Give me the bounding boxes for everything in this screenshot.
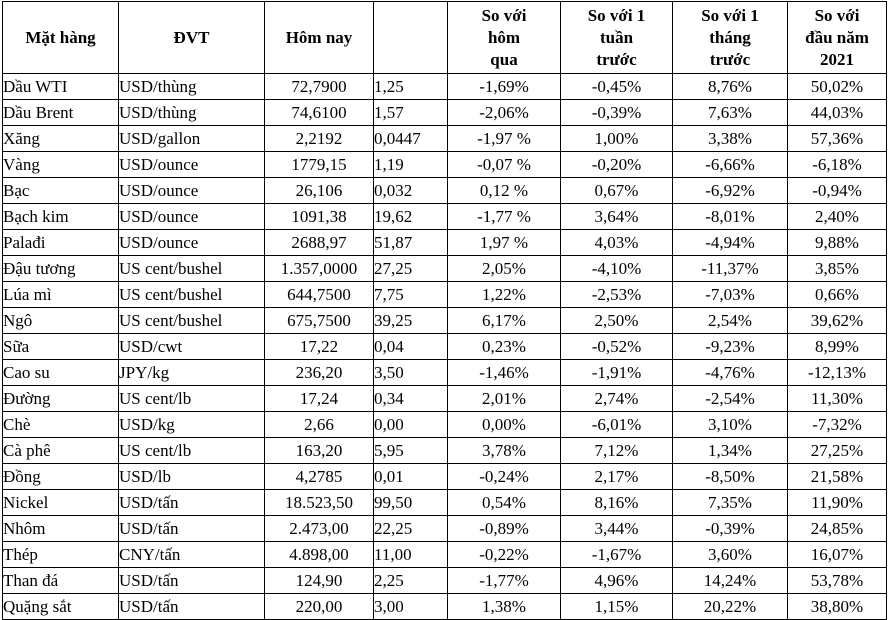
cell-today: 1.357,0000	[265, 256, 374, 282]
cell-vs-1-month-ago: 1,34%	[673, 438, 788, 464]
cell-change: 0,34	[374, 386, 448, 412]
cell-commodity: Than đá	[3, 568, 119, 594]
cell-vs-start-of-2021: 39,62%	[788, 308, 887, 334]
cell-vs-yesterday: -0,07 %	[448, 152, 561, 178]
cell-vs-1-month-ago: 2,54%	[673, 308, 788, 334]
cell-vs-start-of-2021: 16,07%	[788, 542, 887, 568]
table-row	[3, 230, 887, 256]
cell-today: 163,20	[265, 438, 374, 464]
cell-today: 4,2785	[265, 464, 374, 490]
cell-vs-start-of-2021: -0,94%	[788, 178, 887, 204]
cell-today: 74,6100	[265, 100, 374, 126]
cell-vs-1-week-ago: -2,53%	[561, 282, 673, 308]
cell-unit: USD/ounce	[119, 204, 265, 230]
table-row	[3, 412, 887, 438]
cell-vs-start-of-2021: 11,30%	[788, 386, 887, 412]
cell-unit: US cent/bushel	[119, 282, 265, 308]
cell-vs-1-month-ago: -4,76%	[673, 360, 788, 386]
cell-vs-1-month-ago: -4,94%	[673, 230, 788, 256]
cell-unit: US cent/bushel	[119, 256, 265, 282]
column-header-vs-1-week-ago	[561, 2, 673, 74]
cell-vs-yesterday: -1,97 %	[448, 126, 561, 152]
cell-vs-1-month-ago: -2,54%	[673, 386, 788, 412]
cell-unit: USD/gallon	[119, 126, 265, 152]
cell-commodity: Sữa	[3, 334, 119, 360]
cell-vs-1-week-ago: 1,15%	[561, 594, 673, 620]
cell-change: 7,75	[374, 282, 448, 308]
cell-today: 4.898,00	[265, 542, 374, 568]
cell-vs-yesterday: 6,17%	[448, 308, 561, 334]
cell-vs-yesterday: 1,38%	[448, 594, 561, 620]
table-row	[3, 490, 887, 516]
table-row	[3, 74, 887, 100]
cell-vs-yesterday: 2,01%	[448, 386, 561, 412]
header-line: hôm	[487, 27, 521, 47]
cell-commodity: Đường	[3, 386, 119, 412]
table-row	[3, 568, 887, 594]
cell-today: 2688,97	[265, 230, 374, 256]
cell-change: 27,25	[374, 256, 448, 282]
cell-commodity: Vàng	[3, 152, 119, 178]
cell-today: 644,7500	[265, 282, 374, 308]
cell-change: 39,25	[374, 308, 448, 334]
cell-commodity: Thép	[3, 542, 119, 568]
cell-vs-yesterday: 0,00%	[448, 412, 561, 438]
cell-vs-start-of-2021: 2,40%	[788, 204, 887, 230]
cell-vs-1-month-ago: -11,37%	[673, 256, 788, 282]
cell-today: 2,2192	[265, 126, 374, 152]
header-line: trước	[709, 49, 751, 69]
cell-vs-start-of-2021: 44,03%	[788, 100, 887, 126]
cell-unit: USD/cwt	[119, 334, 265, 360]
cell-vs-start-of-2021: -7,32%	[788, 412, 887, 438]
cell-vs-1-week-ago: -6,01%	[561, 412, 673, 438]
cell-vs-1-week-ago: 4,96%	[561, 568, 673, 594]
cell-vs-yesterday: 1,97 %	[448, 230, 561, 256]
cell-commodity: Lúa mì	[3, 282, 119, 308]
table-body	[3, 74, 887, 620]
cell-vs-yesterday: -1,77 %	[448, 204, 561, 230]
cell-vs-1-month-ago: 7,35%	[673, 490, 788, 516]
cell-today: 236,20	[265, 360, 374, 386]
cell-today: 1091,38	[265, 204, 374, 230]
cell-vs-1-month-ago: -7,03%	[673, 282, 788, 308]
cell-vs-1-week-ago: -0,39%	[561, 100, 673, 126]
cell-vs-start-of-2021: 38,80%	[788, 594, 887, 620]
header-line: So với	[814, 5, 860, 25]
cell-change: 1,19	[374, 152, 448, 178]
cell-vs-start-of-2021: 57,36%	[788, 126, 887, 152]
cell-vs-1-week-ago: 2,50%	[561, 308, 673, 334]
cell-vs-1-week-ago: -4,10%	[561, 256, 673, 282]
cell-commodity: Bạc	[3, 178, 119, 204]
cell-vs-1-month-ago: 8,76%	[673, 74, 788, 100]
cell-vs-1-month-ago: 3,60%	[673, 542, 788, 568]
cell-vs-1-week-ago: 4,03%	[561, 230, 673, 256]
header-line: Mặt hàng	[25, 27, 96, 47]
cell-today: 17,22	[265, 334, 374, 360]
cell-vs-start-of-2021: 8,99%	[788, 334, 887, 360]
header-line: So với 1	[701, 5, 759, 25]
cell-vs-1-month-ago: 3,38%	[673, 126, 788, 152]
column-header-change	[374, 2, 448, 74]
cell-today: 124,90	[265, 568, 374, 594]
cell-vs-1-month-ago: -9,23%	[673, 334, 788, 360]
table-row	[3, 464, 887, 490]
cell-today: 2,66	[265, 412, 374, 438]
cell-change: 19,62	[374, 204, 448, 230]
table-row	[3, 282, 887, 308]
cell-unit: USD/tấn	[119, 594, 265, 620]
cell-commodity: Chè	[3, 412, 119, 438]
table-row	[3, 100, 887, 126]
cell-vs-start-of-2021: 21,58%	[788, 464, 887, 490]
table-row	[3, 178, 887, 204]
header-line: So với	[481, 5, 527, 25]
cell-vs-1-week-ago: -0,45%	[561, 74, 673, 100]
cell-today: 17,24	[265, 386, 374, 412]
cell-unit: USD/tấn	[119, 490, 265, 516]
cell-vs-yesterday: -1,69%	[448, 74, 561, 100]
cell-change: 3,50	[374, 360, 448, 386]
cell-commodity: Ngô	[3, 308, 119, 334]
cell-change: 0,00	[374, 412, 448, 438]
cell-vs-start-of-2021: 0,66%	[788, 282, 887, 308]
cell-vs-start-of-2021: 11,90%	[788, 490, 887, 516]
cell-vs-1-month-ago: 20,22%	[673, 594, 788, 620]
cell-unit: CNY/tấn	[119, 542, 265, 568]
cell-vs-1-week-ago: 3,44%	[561, 516, 673, 542]
table-row	[3, 542, 887, 568]
cell-unit: JPY/kg	[119, 360, 265, 386]
table-row	[3, 386, 887, 412]
cell-vs-1-month-ago: -6,66%	[673, 152, 788, 178]
table-row	[3, 126, 887, 152]
cell-today: 675,7500	[265, 308, 374, 334]
table-header	[3, 2, 887, 74]
cell-today: 2.473,00	[265, 516, 374, 542]
column-header-commodity	[3, 2, 119, 74]
cell-commodity: Đồng	[3, 464, 119, 490]
table-row	[3, 360, 887, 386]
cell-unit: US cent/bushel	[119, 308, 265, 334]
cell-vs-1-week-ago: 3,64%	[561, 204, 673, 230]
table-row	[3, 152, 887, 178]
table-row	[3, 204, 887, 230]
cell-vs-1-week-ago: 0,67%	[561, 178, 673, 204]
cell-vs-start-of-2021: 27,25%	[788, 438, 887, 464]
cell-change: 5,95	[374, 438, 448, 464]
cell-commodity: Cà phê	[3, 438, 119, 464]
cell-change: 1,25	[374, 74, 448, 100]
cell-change: 1,57	[374, 100, 448, 126]
table-row	[3, 334, 887, 360]
cell-vs-start-of-2021: -6,18%	[788, 152, 887, 178]
header-line: đầu năm	[805, 27, 869, 47]
header-line: tháng	[709, 27, 751, 47]
cell-vs-1-week-ago: 2,17%	[561, 464, 673, 490]
cell-commodity: Nickel	[3, 490, 119, 516]
cell-commodity: Dầu WTI	[3, 74, 119, 100]
cell-vs-1-month-ago: -8,50%	[673, 464, 788, 490]
cell-vs-1-month-ago: 14,24%	[673, 568, 788, 594]
cell-vs-yesterday: -0,89%	[448, 516, 561, 542]
cell-vs-yesterday: -0,22%	[448, 542, 561, 568]
cell-vs-yesterday: -1,77%	[448, 568, 561, 594]
cell-vs-1-month-ago: 3,10%	[673, 412, 788, 438]
cell-change: 2,25	[374, 568, 448, 594]
cell-change: 3,00	[374, 594, 448, 620]
cell-vs-yesterday: 2,05%	[448, 256, 561, 282]
cell-vs-yesterday: -2,06%	[448, 100, 561, 126]
cell-today: 18.523,50	[265, 490, 374, 516]
table-row	[3, 256, 887, 282]
cell-commodity: Đậu tương	[3, 256, 119, 282]
cell-vs-yesterday: 0,54%	[448, 490, 561, 516]
column-header-vs-1-month-ago	[673, 2, 788, 74]
cell-vs-yesterday: -0,24%	[448, 464, 561, 490]
cell-today: 26,106	[265, 178, 374, 204]
cell-vs-1-month-ago: -8,01%	[673, 204, 788, 230]
column-header-vs-yesterday	[448, 2, 561, 74]
cell-commodity: Dầu Brent	[3, 100, 119, 126]
column-header-vs-start-of-2021	[788, 2, 887, 74]
header-line: ĐVT	[173, 27, 210, 47]
header-row	[3, 2, 887, 74]
cell-commodity: Cao su	[3, 360, 119, 386]
table-row	[3, 438, 887, 464]
cell-unit: USD/ounce	[119, 230, 265, 256]
cell-today: 72,7900	[265, 74, 374, 100]
cell-vs-1-week-ago: 1,00%	[561, 126, 673, 152]
cell-vs-yesterday: -1,46%	[448, 360, 561, 386]
cell-unit: USD/thùng	[119, 74, 265, 100]
cell-vs-1-week-ago: 2,74%	[561, 386, 673, 412]
cell-vs-start-of-2021: 53,78%	[788, 568, 887, 594]
cell-vs-1-week-ago: -0,52%	[561, 334, 673, 360]
cell-change: 51,87	[374, 230, 448, 256]
cell-vs-start-of-2021: 3,85%	[788, 256, 887, 282]
cell-unit: USD/lb	[119, 464, 265, 490]
cell-vs-yesterday: 3,78%	[448, 438, 561, 464]
cell-change: 11,00	[374, 542, 448, 568]
header-line: trước	[596, 49, 637, 69]
cell-unit: USD/tấn	[119, 516, 265, 542]
cell-unit: USD/ounce	[119, 152, 265, 178]
cell-change: 0,032	[374, 178, 448, 204]
cell-change: 0,0447	[374, 126, 448, 152]
cell-vs-1-week-ago: -1,91%	[561, 360, 673, 386]
header-line: Hôm nay	[285, 27, 353, 47]
header-line: qua	[490, 49, 518, 69]
cell-unit: USD/tấn	[119, 568, 265, 594]
cell-commodity: Quặng sắt	[3, 594, 119, 620]
cell-vs-1-week-ago: -0,20%	[561, 152, 673, 178]
cell-vs-start-of-2021: -12,13%	[788, 360, 887, 386]
cell-vs-1-week-ago: 8,16%	[561, 490, 673, 516]
header-line: So với 1	[587, 5, 646, 25]
cell-vs-start-of-2021: 50,02%	[788, 74, 887, 100]
cell-commodity: Xăng	[3, 126, 119, 152]
cell-vs-1-week-ago: -1,67%	[561, 542, 673, 568]
table-row	[3, 308, 887, 334]
table-row	[3, 594, 887, 620]
cell-vs-yesterday: 0,23%	[448, 334, 561, 360]
cell-vs-yesterday: 0,12 %	[448, 178, 561, 204]
cell-unit: USD/ounce	[119, 178, 265, 204]
cell-today: 1779,15	[265, 152, 374, 178]
cell-vs-1-week-ago: 7,12%	[561, 438, 673, 464]
cell-unit: USD/kg	[119, 412, 265, 438]
header-line: tuần	[599, 27, 634, 47]
header-line: 2021	[820, 49, 854, 69]
cell-commodity: Bạch kim	[3, 204, 119, 230]
cell-vs-1-month-ago: -6,92%	[673, 178, 788, 204]
column-header-today	[265, 2, 374, 74]
cell-change: 0,01	[374, 464, 448, 490]
cell-commodity: Palađi	[3, 230, 119, 256]
cell-vs-1-month-ago: 7,63%	[673, 100, 788, 126]
cell-vs-start-of-2021: 9,88%	[788, 230, 887, 256]
cell-commodity: Nhôm	[3, 516, 119, 542]
cell-today: 220,00	[265, 594, 374, 620]
cell-unit: US cent/lb	[119, 386, 265, 412]
cell-unit: USD/thùng	[119, 100, 265, 126]
cell-change: 0,04	[374, 334, 448, 360]
cell-vs-start-of-2021: 24,85%	[788, 516, 887, 542]
cell-unit: US cent/lb	[119, 438, 265, 464]
table-row	[3, 516, 887, 542]
cell-change: 99,50	[374, 490, 448, 516]
cell-vs-1-month-ago: -0,39%	[673, 516, 788, 542]
commodity-price-table	[2, 1, 887, 620]
column-header-unit	[119, 2, 265, 74]
cell-vs-yesterday: 1,22%	[448, 282, 561, 308]
cell-change: 22,25	[374, 516, 448, 542]
